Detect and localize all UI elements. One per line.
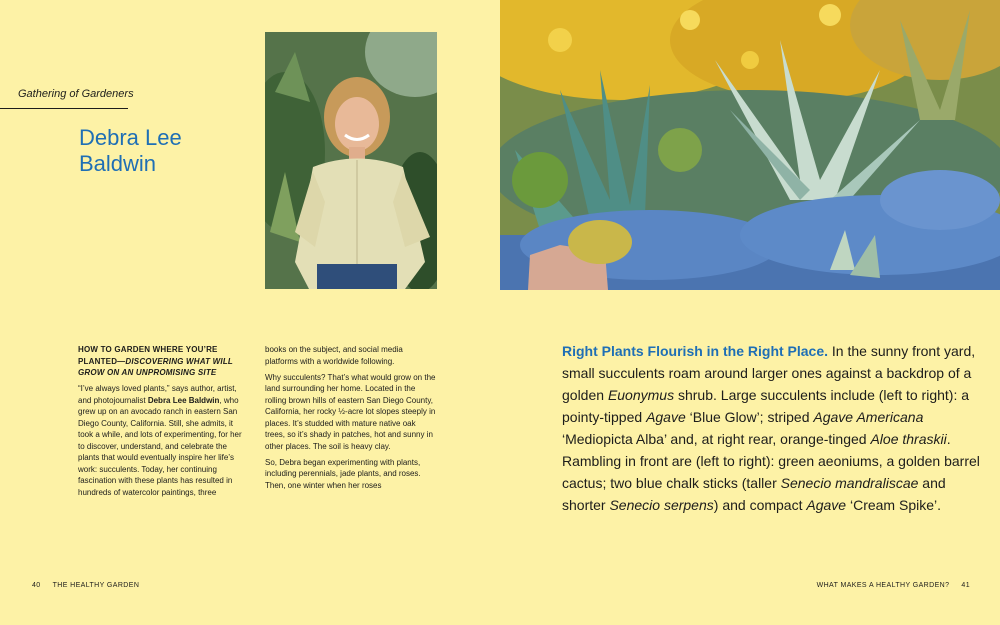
profile-name: Debra Lee Baldwin xyxy=(79,125,182,176)
article-paragraph-4: So, Debra began experimenting with plants, including perennials, jade plants, and roses. Then, one winter when her roses xyxy=(265,457,421,490)
article-column-1 xyxy=(78,344,250,503)
garden-illustration xyxy=(500,0,1000,290)
garden-photo xyxy=(500,0,1000,290)
page-number-right: 41 xyxy=(961,582,970,589)
footer-left xyxy=(32,582,139,589)
article-column-2 xyxy=(265,344,437,496)
article-heading: HOW TO GARDEN WHERE YOU’RE PLANTED—DISCOVERING WHAT WILL GROW ON AN UNPROMISING SITE xyxy=(78,345,233,377)
caption-lead: Right Plants Flourish in the Right Place. xyxy=(562,343,829,359)
section-divider xyxy=(0,108,128,109)
section-tag: Gathering of Gardeners xyxy=(18,88,134,100)
article-paragraph-1: “I’ve always loved plants,” says author, artist, and photojournalist Debra Lee Baldwin, who grew up on an avocado ranch in eastern San Diego County, California. Still, she admits, it took a while, and lots of experimenting, for her to discover, understand, and celebrate the plants that would eventually inspire her life’s work: succulents. Today, her continuing fascination with these plants has resulted in hundreds of watercolor paintings, three xyxy=(78,384,242,497)
article-paragraph-3: Why succulents? That’s what would grow on the land surrounding her home. Located in the rolling brown hills of eastern San Diego County, California, her rocky ½-acre lot slopes steeply in places. It’s studded with mature native oak trees, so it’s shady in patches, hot and sunny in other places. The soil is heavy clay. xyxy=(265,372,436,451)
portrait-illustration xyxy=(265,32,437,289)
portrait-photo xyxy=(265,32,437,289)
article-paragraph-2: books on the subject, and social media platforms with a worldwide following. xyxy=(265,345,403,366)
photo-caption: Right Plants Flourish in the Right Place. In the sunny front yard, small succulents roam around larger ones against a backdrop of a golden Euonymus shrub. Large succulents include (left to right): a pointy-tipped Agave ‘Blue Glow’; striped Agave Americana ‘Mediopicta Alba’ and, at right rear, orange-tinged Aloe thraskii. Rambling in front are (left to right): green aeoniums, a golden barrel cactus; two blue chalk sticks (taller Senecio mandraliscae and shorter Senecio serpens) and compact Agave ‘Cream Spike’. xyxy=(562,343,980,513)
footer-right xyxy=(817,582,970,589)
running-title-left: THE HEALTHY GARDEN xyxy=(52,582,140,589)
running-title-right: WHAT MAKES A HEALTHY GARDEN? xyxy=(816,582,950,589)
page-number-left: 40 xyxy=(32,582,41,589)
